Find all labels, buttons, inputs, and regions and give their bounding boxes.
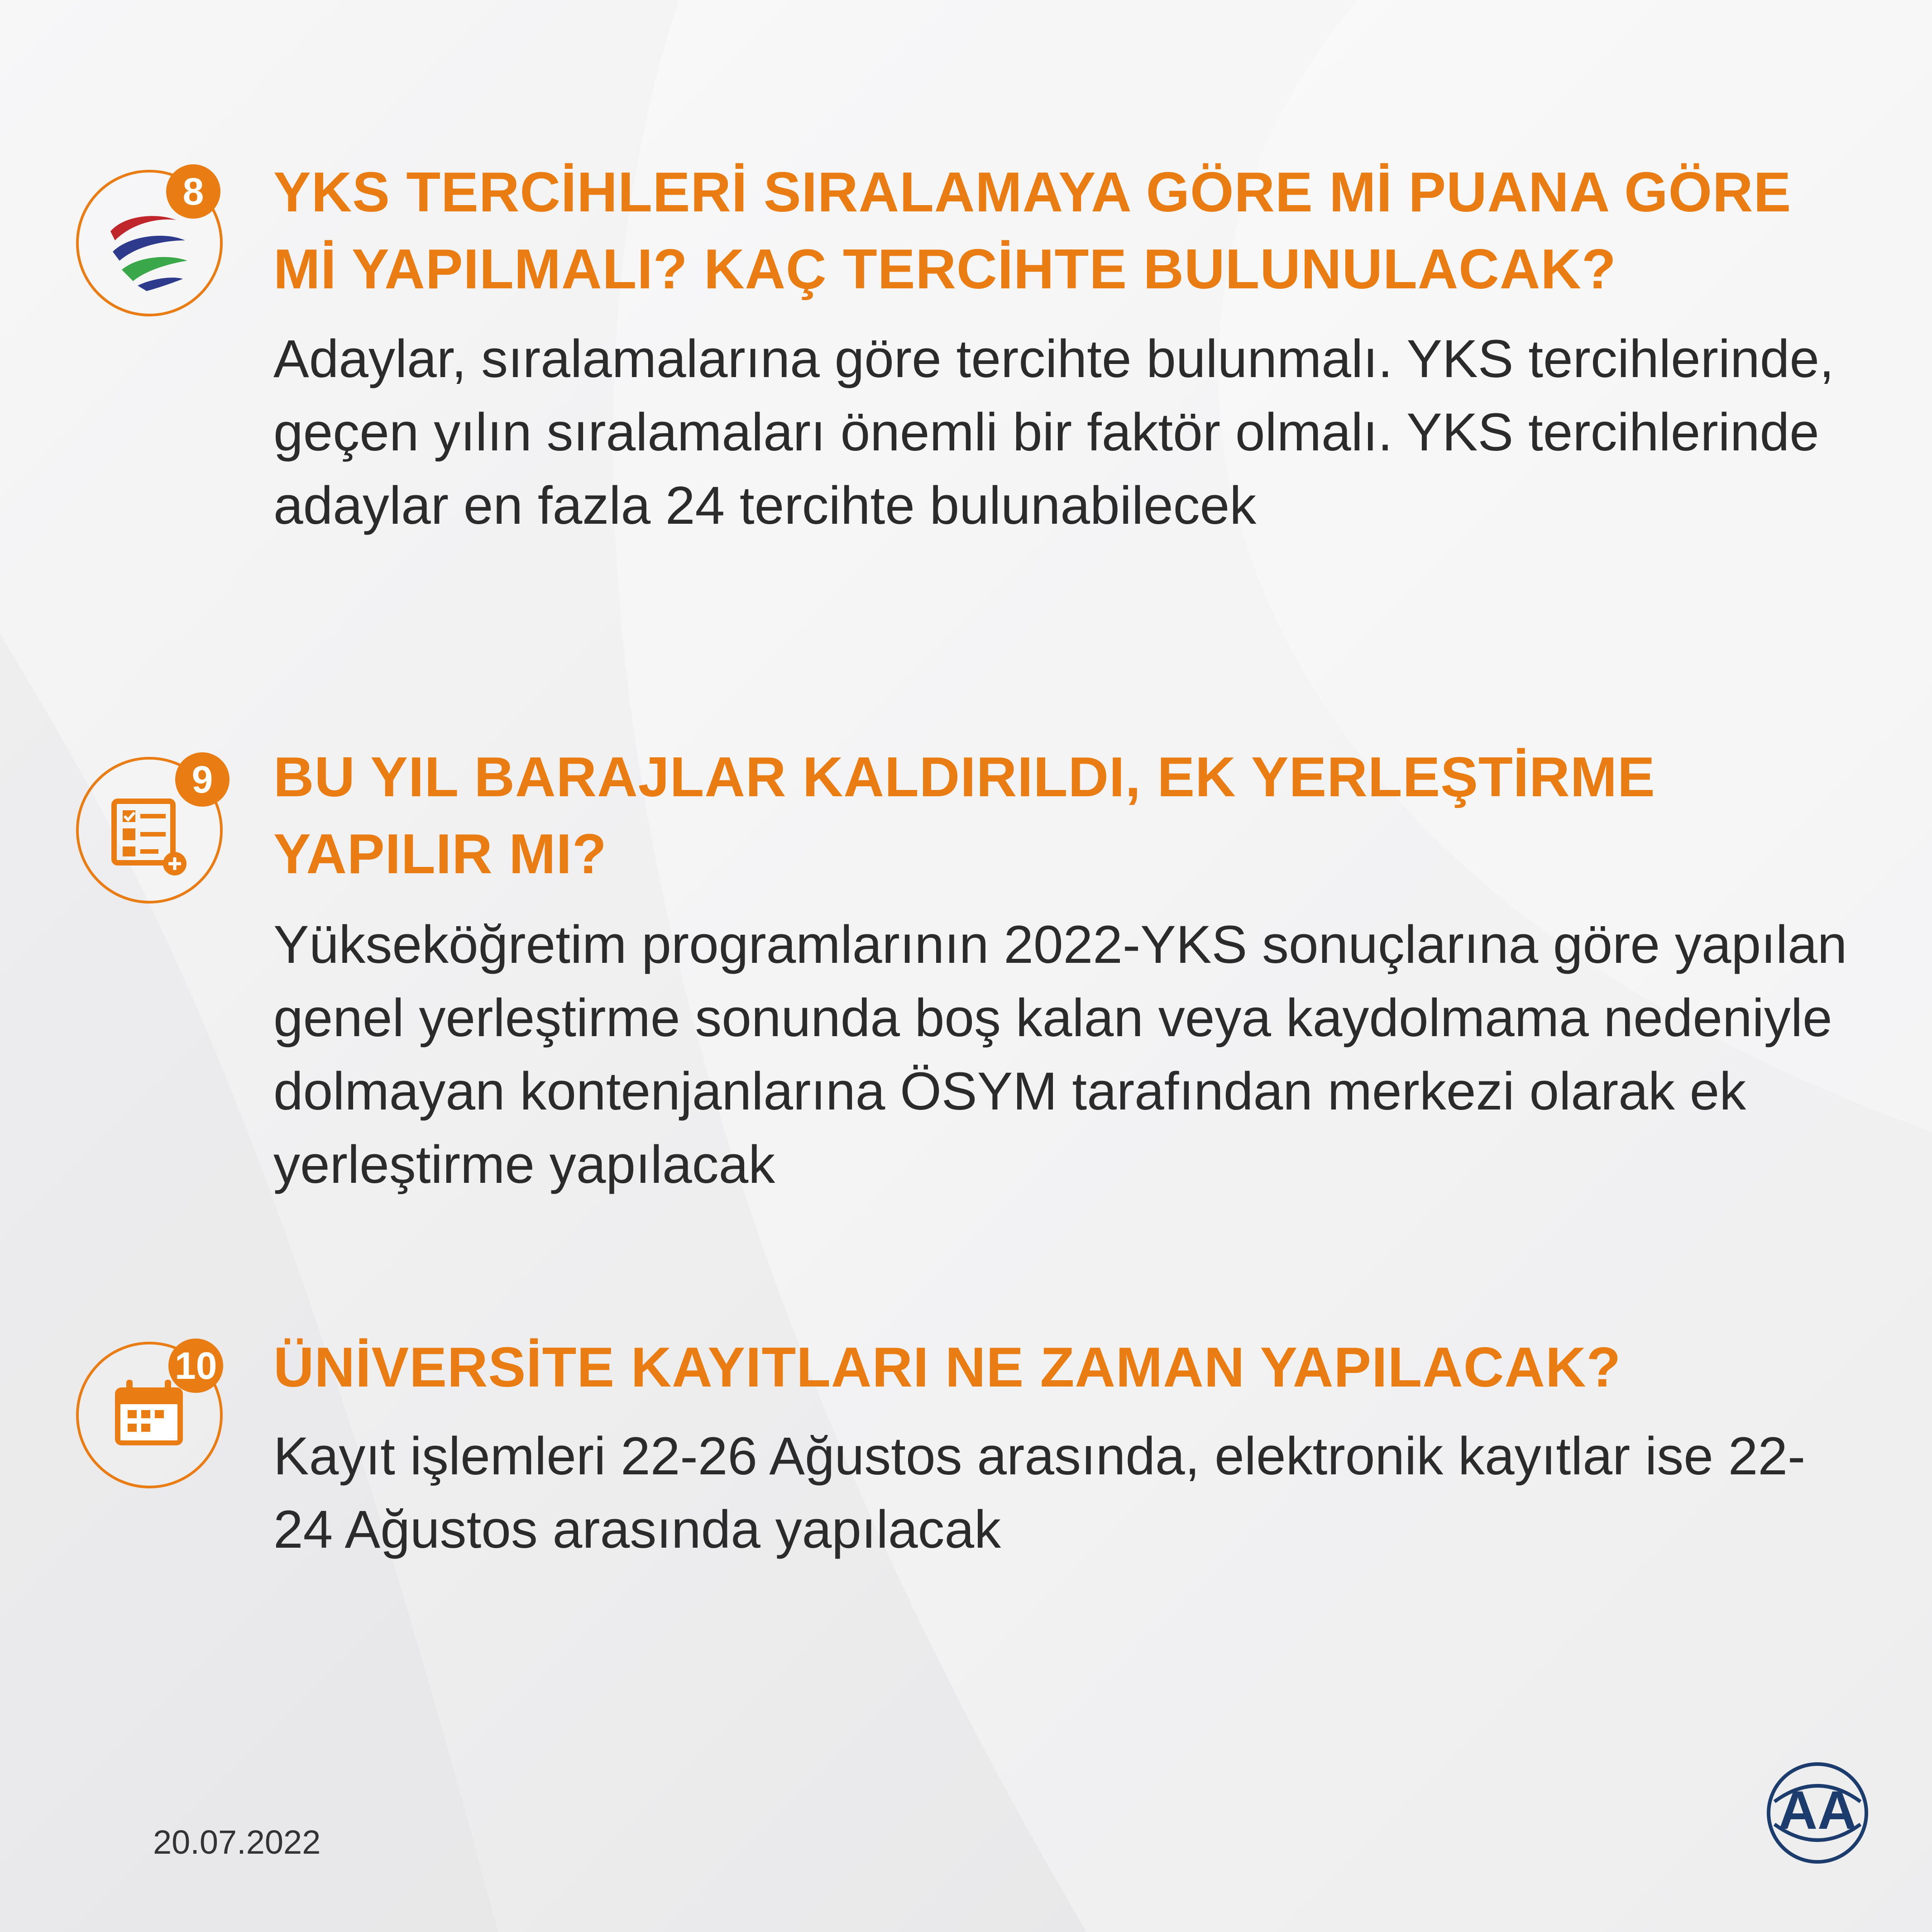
question-title: ÜNİVERSİTE KAYITLARI NE ZAMAN YAPILACAK? bbox=[273, 1336, 1621, 1399]
logo-text: AA bbox=[1778, 1780, 1857, 1841]
question-answer: Kayıt işlemleri 22-26 Ağustos arasında, elektronik kayıtlar ise 22-24 Ağustos arasında yapılacak bbox=[273, 1426, 1806, 1559]
question-answer: Adaylar, sıralamalarına göre tercihte bulunmalı. YKS tercihlerinde, geçen yılın sıralamaları önemli bir faktör olmalı. YKS tercihlerinde adaylar en fazla 24 tercihte bulunabilecek bbox=[273, 329, 1834, 536]
question-title: BU YIL BARAJLAR KALDIRILDI, EK YERLEŞTİRME YAPILIR MI? bbox=[273, 746, 1655, 885]
item-number-badge: 9 bbox=[175, 752, 230, 807]
publish-date: 20.07.2022 bbox=[153, 1823, 321, 1861]
item-number-badge: 10 bbox=[168, 1339, 223, 1393]
item-number-badge: 8 bbox=[166, 164, 220, 219]
question-answer: Yükseköğretim programlarının 2022-YKS sonuçlarına göre yapılan genel yerleştirme sonunda boş kalan veya kaydolmama nedeniyle dolmayan kontenjanlarına ÖSYM tarafından merkezi olarak ek yerleştirme yapılacak bbox=[273, 915, 1847, 1195]
anadolu-agency-logo-icon bbox=[1765, 1761, 1870, 1865]
question-title: YKS TERCİHLERİ SIRALAMAYA GÖRE Mİ PUANA GÖRE Mİ YAPILMALI? KAÇ TERCİHTE BULUNULACAK? bbox=[273, 161, 1792, 301]
